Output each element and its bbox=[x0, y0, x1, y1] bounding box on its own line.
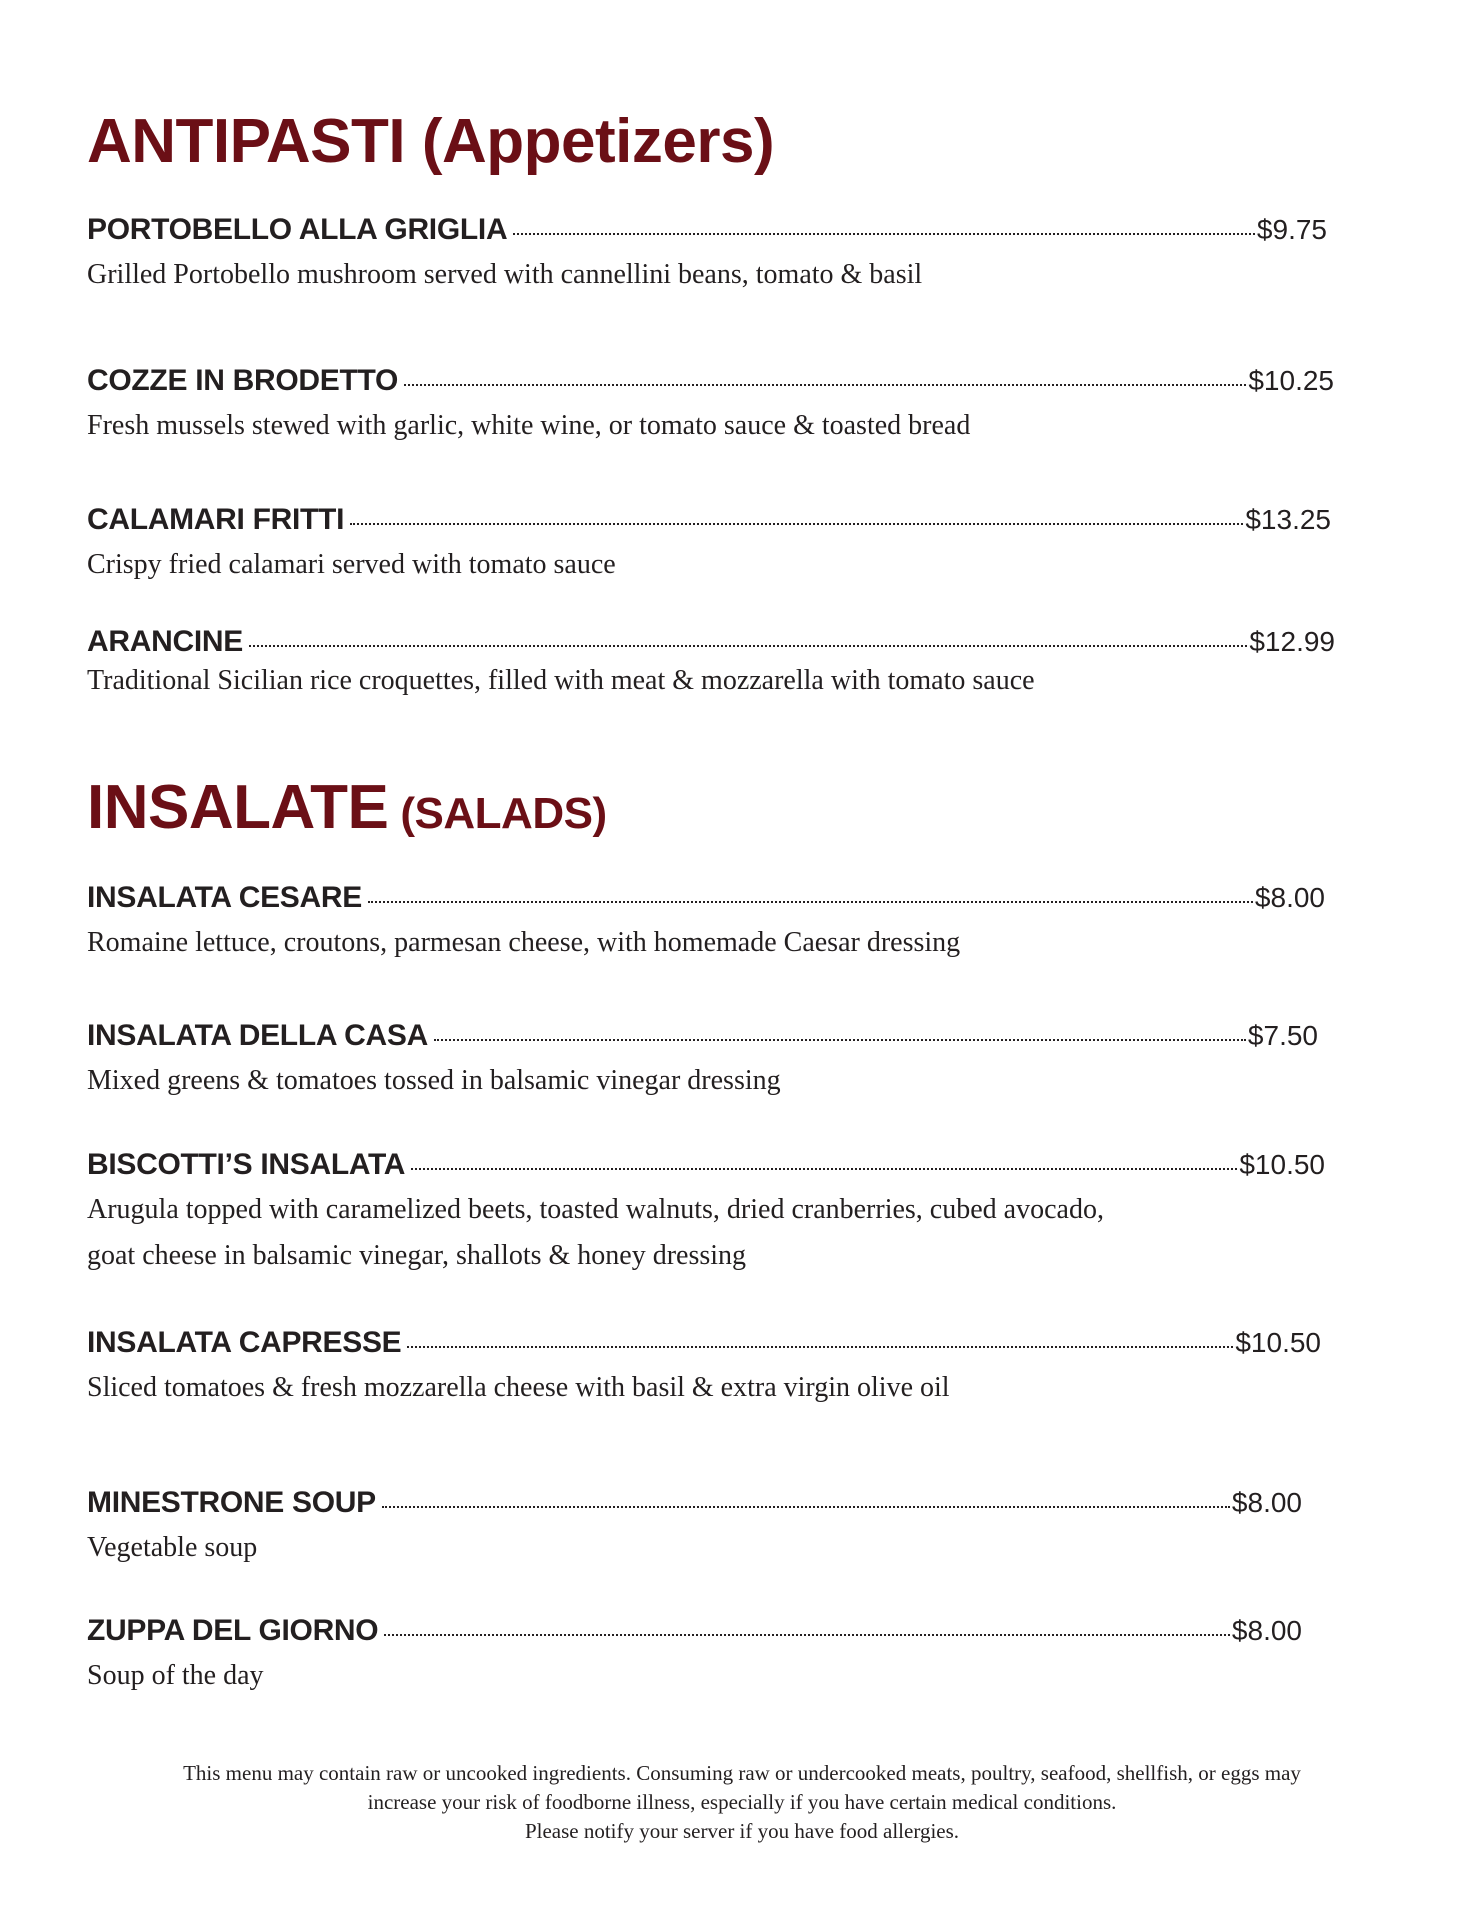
dot-leader bbox=[404, 384, 1246, 386]
item-price: $13.25 bbox=[1245, 504, 1331, 535]
dot-leader bbox=[513, 233, 1255, 235]
insalate-section-title bbox=[87, 772, 607, 850]
item-description: Soup of the day bbox=[87, 1660, 264, 1691]
item-description: Sliced tomatoes & fresh mozzarella cheese with basil & extra virgin olive oil bbox=[87, 1372, 950, 1403]
item-description: Traditional Sicilian rice croquettes, filled with meat & mozzarella with tomato sauce bbox=[87, 665, 1035, 696]
insalate-title-main: INSALATE bbox=[87, 773, 389, 842]
antipasti-section-title: ANTIPASTI (Appetizers) bbox=[87, 107, 775, 176]
item-price: $10.50 bbox=[1239, 1149, 1325, 1180]
dot-leader bbox=[249, 645, 1247, 647]
dot-leader bbox=[382, 1506, 1230, 1508]
menu-item-minestrone-soup bbox=[87, 1485, 1302, 1571]
dot-leader bbox=[384, 1634, 1230, 1636]
item-name: INSALATA CESARE bbox=[87, 881, 362, 914]
dot-leader bbox=[407, 1346, 1233, 1348]
item-price: $8.00 bbox=[1231, 1487, 1302, 1518]
item-description: Mixed greens & tomatoes tossed in balsamic vinegar dressing bbox=[87, 1065, 781, 1096]
disclaimer-line-3: Please notify your server if you have food allergies. bbox=[524, 1819, 960, 1843]
item-price: $9.75 bbox=[1256, 214, 1327, 245]
menu-item-portobello bbox=[87, 212, 1327, 298]
menu-item-insalata-capresse bbox=[87, 1325, 1321, 1411]
item-price: $10.25 bbox=[1248, 365, 1334, 396]
item-name: INSALATA DELLA CASA bbox=[87, 1019, 428, 1052]
item-price: $8.00 bbox=[1254, 882, 1325, 913]
item-description: Vegetable soup bbox=[87, 1532, 258, 1563]
menu-item-insalata-della-casa bbox=[87, 1018, 1318, 1104]
item-name: ARANCINE bbox=[87, 625, 243, 658]
item-description: Romaine lettuce, croutons, parmesan cheese, with homemade Caesar dressing bbox=[87, 927, 961, 958]
item-description: Fresh mussels stewed with garlic, white wine, or tomato sauce & toasted bread bbox=[87, 410, 971, 441]
dot-leader bbox=[350, 523, 1243, 525]
item-name: ZUPPA DEL GIORNO bbox=[87, 1614, 379, 1647]
disclaimer-line-1: This menu may contain raw or uncooked ingredients. Consuming raw or undercooked meats, poultry, seafood, shellfish, or eggs may bbox=[183, 1761, 1301, 1785]
insalate-title-sub: (SALADS) bbox=[400, 789, 607, 838]
item-price: $10.50 bbox=[1235, 1327, 1321, 1358]
menu-item-cozze bbox=[87, 363, 1334, 449]
item-description: Arugula topped with caramelized beets, toasted walnuts, dried cranberries, cubed avocado, bbox=[87, 1194, 1104, 1225]
item-description-line-2: goat cheese in balsamic vinegar, shallots & honey dressing bbox=[87, 1240, 747, 1271]
item-name: COZZE IN BRODETTO bbox=[87, 364, 399, 397]
item-name: PORTOBELLO ALLA GRIGLIA bbox=[87, 213, 508, 246]
dot-leader bbox=[411, 1168, 1237, 1170]
dot-leader bbox=[368, 901, 1253, 903]
menu-item-arancine bbox=[87, 624, 1335, 704]
item-price: $7.50 bbox=[1247, 1020, 1318, 1051]
dot-leader bbox=[434, 1039, 1246, 1041]
item-name: CALAMARI FRITTI bbox=[87, 503, 345, 536]
item-description: Crispy fried calamari served with tomato sauce bbox=[87, 549, 616, 580]
disclaimer-line-2: increase your risk of foodborne illness, especially if you have certain medical conditions. bbox=[367, 1790, 1117, 1814]
menu-item-zuppa-del-giorno bbox=[87, 1613, 1302, 1699]
item-description: Grilled Portobello mushroom served with cannellini beans, tomato & basil bbox=[87, 259, 923, 290]
menu-item-biscottis-insalata bbox=[87, 1147, 1325, 1279]
item-price: $12.99 bbox=[1249, 626, 1335, 657]
item-price: $8.00 bbox=[1231, 1615, 1302, 1646]
allergy-disclaimer bbox=[0, 1759, 1484, 1846]
menu-item-insalata-cesare bbox=[87, 880, 1325, 966]
item-name: BISCOTTI’S INSALATA bbox=[87, 1148, 406, 1181]
menu-item-calamari bbox=[87, 502, 1331, 588]
item-name: INSALATA CAPRESSE bbox=[87, 1326, 402, 1359]
item-name: MINESTRONE SOUP bbox=[87, 1486, 376, 1519]
